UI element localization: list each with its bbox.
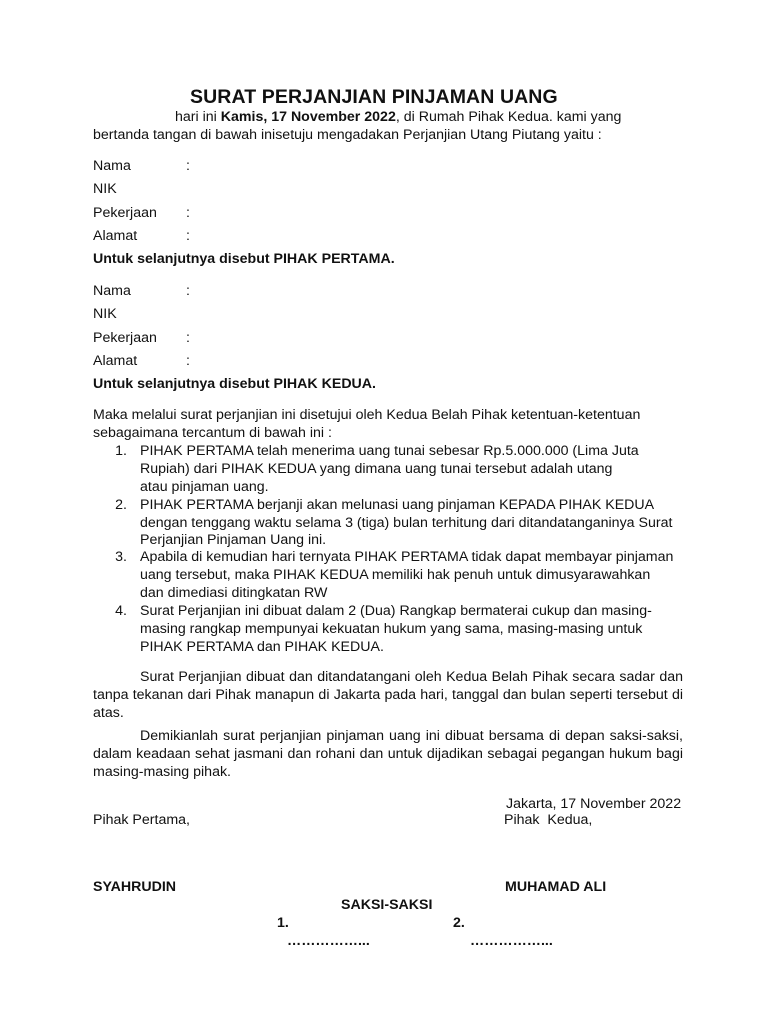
party2-designation: Untuk selanjutnya disebut PIHAK KEDUA.: [93, 376, 376, 392]
terms-intro-line: Maka melalui surat perjanjian ini disetujui oleh Kedua Belah Pihak ketentuan-ketentuan: [93, 407, 641, 423]
term-line: PIHAK PERTAMA berjanji akan melunasi uang pinjaman KEPADA PIHAK KEDUA: [140, 497, 655, 513]
term-line: Surat Perjanjian ini dibuat dalam 2 (Dua) Rangkap bermaterai cukup dan masing-: [140, 603, 652, 619]
witness-number: 2.: [453, 915, 465, 931]
party2-sign-label: Pihak Kedua,: [504, 812, 593, 828]
term-line: Rupiah) dari PIHAK KEDUA yang dimana uang tunai tersebut adalah utang: [140, 461, 613, 477]
term-line: atau pinjaman uang.: [140, 479, 269, 495]
party2-field-label: Nama: [93, 283, 131, 299]
party1-field-label: NIK: [93, 181, 117, 197]
term-number: 4.: [115, 603, 127, 619]
party1-field-label: Nama: [93, 158, 131, 174]
party2-field-label: NIK: [93, 306, 117, 322]
closing-paragraph-1: Surat Perjanjian dibuat dan ditandatangani oleh Kedua Belah Pihak secara sadar dan tanpa tekanan dari Pihak manapun di Jakarta pada hari, tanggal dan bulan seperti tersebut di atas.: [93, 669, 683, 721]
party1-designation: Untuk selanjutnya disebut PIHAK PERTAMA.: [93, 251, 395, 267]
witnesses-heading: SAKSI-SAKSI: [341, 897, 433, 913]
term-line: dan dimediasi ditingkatan RW: [140, 585, 328, 601]
intro-line-2: bertanda tangan di bawah inisetuju mengadakan Perjanjian Utang Piutang yaitu :: [93, 127, 602, 143]
term-number: 3.: [115, 549, 127, 565]
closing-paragraph-2: Demikianlah surat perjanjian pinjaman uang ini dibuat bersama di depan saksi-saksi, dalam keadaan sehat jasmani dan rohani dan untuk dijadikan sebagai pegangan hukum bagi masing-masing pihak.: [93, 728, 683, 780]
witness-signature-line: ……………...: [287, 933, 370, 949]
term-line: Apabila di kemudian hari ternyata PIHAK PERTAMA tidak dapat membayar pinjaman: [140, 549, 674, 565]
witness-signature-line: ……………...: [470, 933, 553, 949]
witness-number: 1.: [277, 915, 289, 931]
party1-sign-label: Pihak Pertama,: [93, 812, 190, 828]
term-line: masing rangkap mempunyai kekuatan hukum yang sama, masing-masing untuk: [140, 621, 643, 637]
term-line: PIHAK PERTAMA telah menerima uang tunai sebesar Rp.5.000.000 (Lima Juta: [140, 443, 639, 459]
term-line: Perjanjian Pinjaman Uang ini.: [140, 532, 327, 548]
party2-field-colon: :: [186, 283, 190, 299]
terms-intro-line: sebagaimana tercantum di bawah ini :: [93, 425, 332, 441]
party1-name: SYAHRUDIN: [93, 879, 177, 895]
party2-name: MUHAMAD ALI: [505, 879, 607, 895]
party1-field-label: Alamat: [93, 228, 138, 244]
party2-field-colon: :: [186, 330, 190, 346]
term-line: PIHAK PERTAMA dan PIHAK KEDUA.: [140, 639, 384, 655]
party2-field-colon: :: [186, 353, 190, 369]
intro-line-1: hari ini Kamis, 17 November 2022, di Rumah Pihak Kedua. kami yang: [175, 109, 622, 125]
term-number: 2.: [115, 497, 127, 513]
party1-field-colon: :: [186, 158, 190, 174]
term-line: uang tersebut, maka PIHAK KEDUA memiliki hak penuh untuk dimusyarawahkan: [140, 567, 651, 583]
place-date: Jakarta, 17 November 2022: [506, 796, 682, 812]
document-title: SURAT PERJANJIAN PINJAMAN UANG: [190, 86, 558, 108]
party1-field-label: Pekerjaan: [93, 205, 157, 221]
party1-field-colon: :: [186, 205, 190, 221]
term-number: 1.: [115, 443, 127, 459]
party1-field-colon: :: [186, 228, 190, 244]
party2-field-label: Pekerjaan: [93, 330, 157, 346]
term-line: dengan tenggang waktu selama 3 (tiga) bulan terhitung dari ditandatanganinya Surat: [140, 515, 673, 531]
party2-field-label: Alamat: [93, 353, 138, 369]
